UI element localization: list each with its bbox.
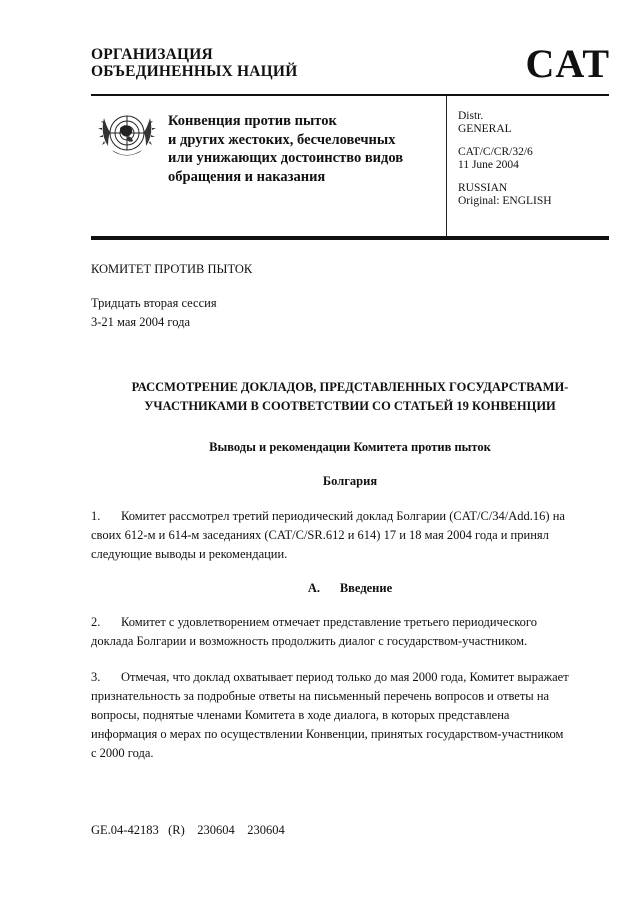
main-heading-line-2: УЧАСТНИКАМИ В СООТВЕТСТВИИ СО СТАТЬЕЙ 19 КОНВЕНЦИИ bbox=[144, 399, 556, 413]
section-title: Введение bbox=[339, 581, 393, 595]
doc-language: RUSSIAN bbox=[458, 182, 508, 194]
convention-title-line-2: и других жестоких, бесчеловечных bbox=[168, 131, 396, 148]
paragraph-line: Комитет с удовлетворением отмечает представление третьего периодического bbox=[121, 615, 537, 629]
paragraph-number: 1. bbox=[91, 509, 101, 523]
paragraph-1 bbox=[91, 507, 609, 564]
session-info bbox=[91, 294, 217, 332]
session-name: Тридцать вторая сессия bbox=[91, 296, 217, 310]
section-a-heading bbox=[91, 579, 609, 598]
paragraph-3 bbox=[91, 668, 609, 763]
organization-name bbox=[91, 46, 297, 80]
section-letter: A. bbox=[307, 581, 320, 595]
paragraph-line: информация о мерах по осуществлении Конвенции, принятых государством-участником bbox=[91, 727, 564, 741]
paragraph-line: Отмечая, что доклад охватывает период только до мая 2000 года, Комитет выражает bbox=[121, 670, 569, 684]
main-heading bbox=[91, 378, 609, 416]
footer-job-number: GE.04-42183 (R) 230604 230604 bbox=[91, 823, 285, 837]
distribution-block bbox=[458, 110, 552, 208]
paragraph-line: вопросы, поднятые членами Комитета в ходе диалога, в которых представлена bbox=[91, 708, 510, 722]
subtitle-heading: Выводы и рекомендации Комитета против пыток bbox=[209, 440, 491, 454]
document-symbol-cat: CAT bbox=[525, 41, 610, 86]
paragraph-line: доклада Болгарии и возможность продолжить диалог с государством-участником. bbox=[91, 634, 528, 648]
doc-original-language: Original: ENGLISH bbox=[458, 195, 552, 207]
distr-value: GENERAL bbox=[458, 123, 512, 135]
doc-symbol: CAT/C/CR/32/6 bbox=[458, 146, 533, 158]
paragraph-number: 3. bbox=[91, 670, 101, 684]
doc-date: 11 June 2004 bbox=[458, 159, 519, 171]
header-vertical-divider bbox=[446, 96, 447, 237]
paragraph-line: следующие выводы и рекомендации. bbox=[91, 547, 288, 561]
paragraph-line: с 2000 года. bbox=[91, 746, 154, 760]
paragraph-line: своих 612-м и 614-м заседаниях (CAT/C/SR.612 и 614) 17 и 18 мая 2004 года и принял bbox=[91, 528, 549, 542]
committee-name: КОМИТЕТ ПРОТИВ ПЫТОК bbox=[91, 262, 253, 276]
distr-label: Distr. bbox=[458, 110, 484, 122]
paragraph-line: признательность за подробные ответы на письменный перечень вопросов и ответы на bbox=[91, 689, 550, 703]
convention-title-line-3: или унижающих достоинство видов bbox=[168, 150, 404, 166]
organization-line-1: ОРГАНИЗАЦИЯ bbox=[91, 46, 213, 63]
country-heading: Болгария bbox=[322, 474, 378, 488]
organization-line-2: ОБЪЕДИНЕННЫХ НАЦИЙ bbox=[91, 63, 298, 80]
paragraph-2 bbox=[91, 613, 609, 651]
main-heading-line-1: РАССМОТРЕНИЕ ДОКЛАДОВ, ПРЕДСТАВЛЕННЫХ ГОСУДАРСТВАМИ- bbox=[131, 380, 569, 394]
convention-title-line-1: Конвенция против пыток bbox=[168, 113, 337, 129]
convention-title-line-4: обращения и наказания bbox=[168, 168, 326, 185]
convention-title bbox=[168, 112, 403, 186]
un-emblem-icon bbox=[94, 106, 160, 164]
session-dates: 3-21 мая 2004 года bbox=[91, 315, 191, 329]
paragraph-number: 2. bbox=[91, 615, 101, 629]
header-rule bbox=[91, 94, 609, 96]
header-thick-rule bbox=[91, 236, 609, 240]
paragraph-line: Комитет рассмотрел третий периодический доклад Болгарии (CAT/C/34/Add.16) на bbox=[121, 509, 565, 523]
